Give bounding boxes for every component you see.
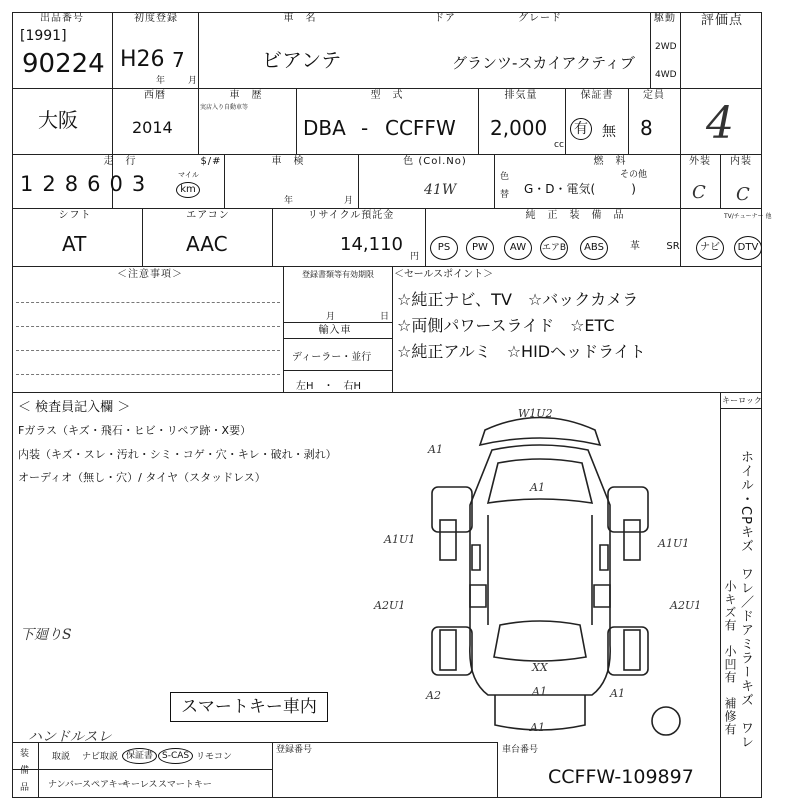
equip-label: 品 bbox=[20, 783, 30, 793]
exterior-label: 外装 bbox=[689, 156, 711, 167]
color-change-1: 色 bbox=[500, 172, 510, 182]
divider bbox=[224, 154, 225, 208]
chassis-label: 車台番号 bbox=[502, 745, 539, 755]
mileage-digit: 2 bbox=[42, 172, 65, 196]
damage-mark: A1 bbox=[532, 685, 547, 698]
score-label: 評価点 bbox=[700, 13, 743, 28]
damage-mark: A2U1 bbox=[670, 599, 702, 612]
steering: 左H ・ 右H bbox=[296, 381, 362, 392]
bottom-item: ナンバー bbox=[48, 780, 83, 790]
damage-mark: A1 bbox=[530, 721, 545, 734]
divider bbox=[680, 12, 681, 266]
note-line bbox=[16, 350, 280, 351]
fuel-label: 燃 料 bbox=[593, 156, 627, 167]
caution-label: ＜注意事項＞ bbox=[117, 269, 183, 280]
divider bbox=[198, 88, 199, 154]
equip-label: 備 bbox=[20, 766, 30, 776]
car-name-label: 車 名 bbox=[283, 13, 317, 24]
divider bbox=[628, 88, 629, 154]
equip-label: 装 bbox=[20, 749, 30, 759]
exterior-grade: C bbox=[692, 182, 706, 203]
note-line bbox=[16, 302, 280, 303]
sales-label: ＜セールスポイント＞ bbox=[394, 269, 494, 280]
divider bbox=[425, 208, 426, 266]
damage-mark: A1 bbox=[530, 481, 545, 494]
divider bbox=[497, 742, 498, 798]
mileage-digit: 6 bbox=[87, 172, 110, 196]
equip-leather: 革 bbox=[630, 241, 640, 252]
color-label: 色 (Col.No) bbox=[403, 156, 467, 167]
mileage-digit: 1 bbox=[20, 172, 43, 196]
bottom-item: ナビ取説 bbox=[82, 752, 119, 762]
divider bbox=[272, 742, 273, 798]
divider bbox=[720, 408, 762, 409]
color-change-2: 替 bbox=[500, 190, 510, 200]
key-lock-label: キーロック bbox=[722, 396, 762, 405]
equipment-label: 純 正 装 備 品 bbox=[525, 210, 625, 221]
divider bbox=[283, 266, 284, 392]
bottom-item: スペアキー bbox=[82, 780, 127, 790]
first-reg-label: 初度登録 bbox=[134, 13, 178, 24]
sales-point: ☆純正アルミ ☆HIDヘッドライト bbox=[397, 342, 646, 361]
dealer: ディーラー・並行 bbox=[292, 352, 372, 363]
note-line bbox=[16, 326, 280, 327]
warranty-yes: 有 bbox=[570, 118, 592, 140]
damage-mark: W1U2 bbox=[518, 407, 553, 420]
region: 大阪 bbox=[38, 108, 78, 132]
divider bbox=[720, 154, 721, 208]
doc-month: 月 bbox=[326, 312, 336, 322]
divider bbox=[565, 88, 566, 154]
drive-label: 駆動 bbox=[654, 13, 676, 24]
model-dash: - bbox=[361, 116, 369, 140]
damage-legend: ホイル・CPキズ ワレ／ドアミラーキズ ワレ bbox=[738, 450, 753, 749]
divider bbox=[283, 370, 392, 371]
first-reg-month: 7 bbox=[172, 48, 185, 72]
doc-label: 登録書類等有効期限 bbox=[302, 270, 374, 279]
mileage-digit: 0 bbox=[109, 172, 132, 196]
damage-mark: A1 bbox=[428, 443, 443, 456]
equip-abs: ABS bbox=[580, 236, 608, 260]
displacement-label: 排気量 bbox=[504, 90, 538, 101]
divider bbox=[12, 208, 762, 209]
divider bbox=[12, 88, 762, 89]
equip-aw: AW bbox=[504, 236, 532, 260]
divider bbox=[283, 338, 392, 339]
fuel-value: G・D・電気( ) bbox=[524, 182, 636, 196]
hand-note: 下廻りS bbox=[20, 627, 72, 643]
ac: AAC bbox=[186, 232, 228, 256]
recycle-label: リサイクル預託金 bbox=[307, 210, 395, 221]
divider bbox=[392, 266, 393, 392]
car-diagram bbox=[374, 395, 710, 740]
inspection-month: 月 bbox=[344, 196, 354, 206]
interior-label: 内装 bbox=[730, 156, 752, 167]
grade-label: グレード bbox=[518, 13, 562, 24]
bottom-item: 保証書 bbox=[122, 748, 157, 764]
note-line bbox=[16, 374, 280, 375]
divider bbox=[650, 12, 651, 88]
inspection-year: 年 bbox=[284, 196, 294, 206]
lot-label: 出品番号 bbox=[40, 13, 84, 24]
mileage-unit-top: マイル bbox=[178, 171, 199, 179]
grade: グランツ-スカイアクティブ bbox=[452, 54, 635, 72]
sj-label: $/# bbox=[200, 156, 222, 167]
mileage-label: 走 行 bbox=[103, 156, 137, 167]
model-prefix: DBA bbox=[303, 116, 346, 140]
damage-mark: A1U1 bbox=[658, 537, 690, 550]
divider bbox=[283, 322, 392, 323]
history-sub: 実店入り自動車等 bbox=[200, 104, 249, 111]
divider bbox=[38, 742, 39, 798]
inspector-line: オーディオ（無し・穴）/ タイヤ（スタッドレス） bbox=[18, 471, 266, 484]
divider bbox=[296, 88, 297, 154]
model-year: 2014 bbox=[132, 118, 173, 137]
divider bbox=[272, 208, 273, 266]
divider bbox=[142, 208, 143, 266]
lot-number: 90224 bbox=[22, 49, 105, 79]
divider bbox=[720, 392, 721, 798]
damage-mark: A2U1 bbox=[374, 599, 406, 612]
drive-4wd: 4WD bbox=[655, 70, 677, 80]
recycle: 14,110 bbox=[340, 234, 403, 255]
damage-mark: XX bbox=[532, 661, 548, 674]
tv-label: TV/チューナー 他 bbox=[724, 213, 772, 220]
bottom-item: S-CAS bbox=[158, 748, 193, 764]
car-name: ビアンテ bbox=[262, 48, 342, 72]
bottom-item: リモコン bbox=[196, 752, 233, 762]
bottom-item: 取説 bbox=[52, 752, 71, 762]
damage-legend: 小キズ有 小凹有 補修有 bbox=[723, 580, 737, 736]
model-code: CCFFW bbox=[385, 116, 456, 140]
capacity: 8 bbox=[640, 116, 653, 140]
bottom-item: キーレス bbox=[122, 780, 158, 790]
mileage-digit: 3 bbox=[131, 172, 155, 196]
ac-label: エアコン bbox=[186, 210, 230, 221]
history-label: 車 歴 bbox=[229, 90, 263, 101]
equip-dtv: DTV bbox=[734, 236, 762, 260]
sales-point: ☆両側パワースライド ☆ETC bbox=[397, 316, 615, 335]
door-label: ドア bbox=[434, 13, 456, 24]
inspector-label: ＜ 検査員記入欄 ＞ bbox=[18, 400, 131, 415]
equip-ps: PS bbox=[430, 236, 458, 260]
fuel-other: その他 bbox=[620, 170, 648, 180]
divider bbox=[478, 88, 479, 154]
yen-unit: 円 bbox=[410, 252, 420, 262]
model-label: 型 式 bbox=[370, 90, 404, 101]
inspector-line: 内装（キズ・スレ・汚れ・シミ・コゲ・穴・キレ・破れ・剥れ） bbox=[18, 448, 337, 461]
inspector-line: Fガラス（キズ・飛石・ヒビ・リペア跡・X要） bbox=[18, 424, 252, 437]
divider bbox=[12, 392, 762, 393]
cc-unit: cc bbox=[554, 140, 564, 150]
mileage-digits bbox=[20, 172, 154, 196]
color-code: 41W bbox=[424, 182, 457, 198]
interior-grade: C bbox=[736, 184, 750, 205]
equip-airbag: エアB bbox=[540, 236, 568, 260]
reg-label: 登録番号 bbox=[276, 745, 313, 755]
chassis: CCFFW-109897 bbox=[548, 766, 694, 788]
smart-key-note: スマートキー車内 bbox=[170, 692, 328, 722]
bottom-item: スマートキー bbox=[158, 780, 212, 790]
mileage-digit: 8 bbox=[64, 172, 88, 196]
import-label: 輸入車 bbox=[318, 325, 352, 336]
shift: AT bbox=[62, 232, 87, 256]
displacement: 2,000 bbox=[490, 116, 548, 140]
lot-year: [1991] bbox=[20, 28, 67, 44]
month-unit: 月 bbox=[188, 76, 198, 86]
damage-mark: A1U1 bbox=[384, 533, 416, 546]
capacity-label: 定員 bbox=[643, 90, 665, 101]
divider bbox=[12, 266, 762, 267]
shift-label: シフト bbox=[58, 210, 92, 221]
divider bbox=[12, 769, 272, 770]
score: 4 bbox=[706, 98, 734, 149]
warranty-label: 保証書 bbox=[580, 90, 614, 101]
divider bbox=[12, 154, 762, 155]
equip-pw: PW bbox=[466, 236, 494, 260]
divider bbox=[494, 154, 495, 208]
mileage-unit: km bbox=[176, 182, 200, 198]
divider bbox=[198, 12, 199, 88]
sales-point: ☆純正ナビ、TV ☆バックカメラ bbox=[397, 290, 639, 309]
doc-day: 日 bbox=[380, 312, 390, 322]
equip-navi: ナビ bbox=[696, 236, 724, 260]
damage-mark: A1 bbox=[610, 687, 625, 700]
damage-mark: A2 bbox=[426, 689, 441, 702]
year-unit: 年 bbox=[156, 76, 166, 86]
hand-note: ハンドルスレ bbox=[28, 729, 112, 745]
drive-2wd: 2WD bbox=[655, 42, 677, 52]
first-reg-era: H26 bbox=[120, 47, 165, 72]
equip-sr: SR bbox=[666, 241, 680, 252]
inspection-label: 車 検 bbox=[271, 156, 305, 167]
warranty-no: 無 bbox=[602, 124, 616, 140]
year-label: 西暦 bbox=[144, 90, 166, 101]
divider bbox=[358, 154, 359, 208]
